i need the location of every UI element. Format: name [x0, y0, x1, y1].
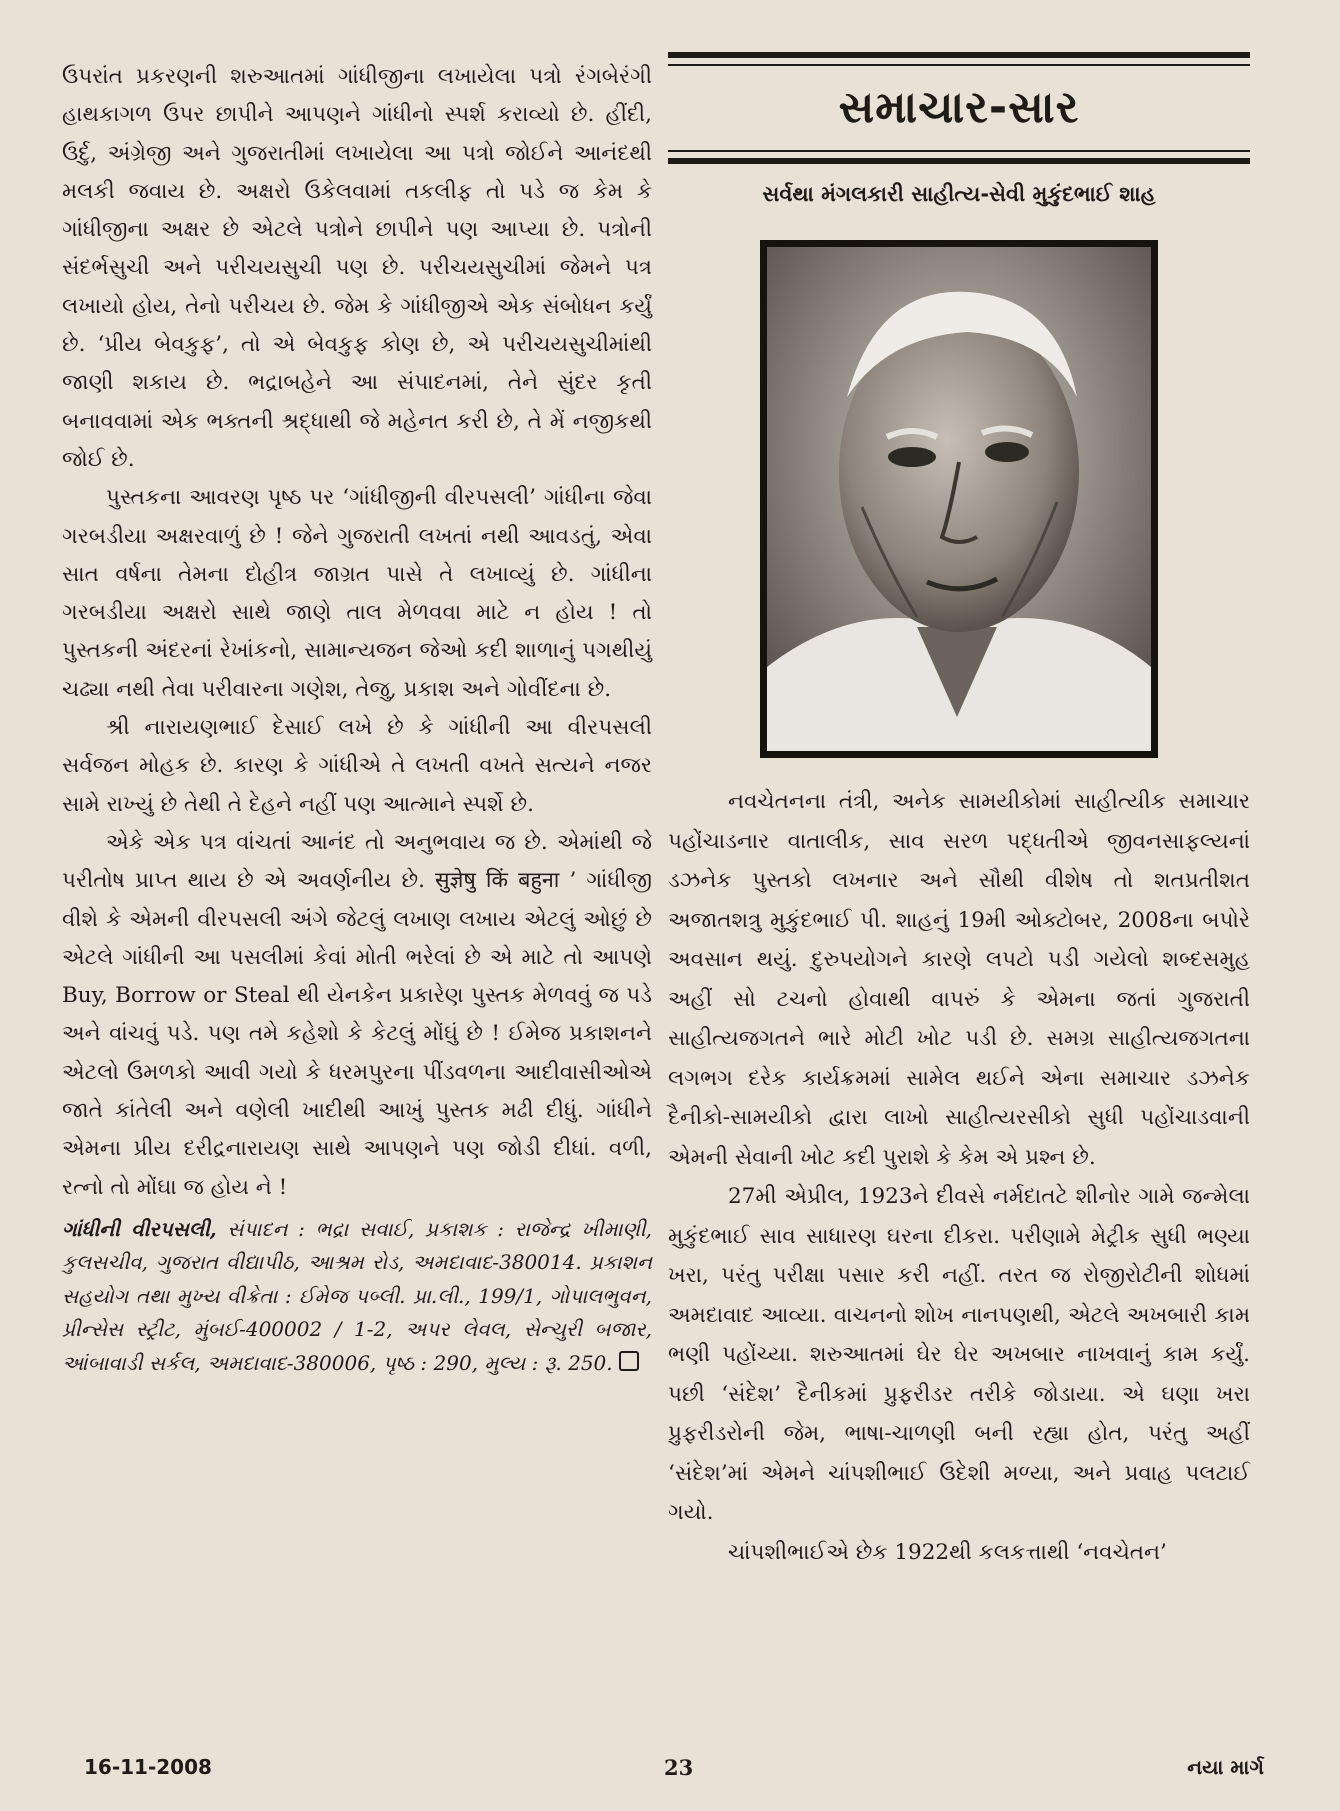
article-subtitle: સર્વથા મંગલકારી સાહીત્ય-સેવી મુકુંદભાઈ શાહ — [762, 182, 1156, 206]
right-column — [668, 52, 1250, 1565]
right-paragraph-3: ચાંપશીભાઈએ છેક 1922થી કલકત્તાથી ‘નવચેતન’ — [728, 1539, 1167, 1565]
title-rule-top-thin — [668, 64, 1250, 66]
left-paragraph-4: એકે એક પત્ર વાંચતાં આનંદ તો અનુભવાય જ છે. એમાંથી જે પરીતોષ પ્રાપ્ત થાય છે એ અવર્ણનીય છે. सुज्ञेषु किं बहुना ’ ગાંધીજી વીશે કે એમની વીરપસલી અંગે જેટલું લખાણ લખાય એટલું ઓછું છે એટલે ગાંધીની આ પસલીમાં કેવાં મોતી ભરેલાં છે એ માટે તો આપણે Buy, Borrow or Steal થી યેનકેન પ્રકારેણ પુસ્તક મેળવવું જ પડે અને વાંચવું પડે. પણ તમે કહેશો કે કેટલું મોંઘું છે ! ઈમેજ પ્રકાશનને એટલો ઉમળકો આવી ગયો કે ધરમપુરના પીંડવળના આદીવાસીઓએ જાતે કાંતેલી અને વણેલી ખાદીથી આખું પુસ્તક મઢી દીધું. ગાંધીને એમના પ્રીય દરીદ્રનારાયણ સાથે આપણને પણ જોડી દીધાં. વળી, રત્નો તો મોંઘા જ હોય ને ! — [62, 829, 652, 1200]
portrait-image — [767, 247, 1151, 751]
left-column — [62, 58, 652, 1380]
left-paragraph-1: ઉપરાંત પ્રકરણની શરુઆતમાં ગાંધીજીના લખાયેલા પત્રો રંગબેરંગી હાથકાગળ ઉપર છાપીને આપણને ગાંધીનો સ્પર્શ કરાવ્યો છે. હીંદી, ઉર્દુ, અંગ્રેજી અને ગુજરાતીમાં લખાયેલા આ પત્રો જોઈને આનંદથી મલકી જવાય છે. અક્ષરો ઉકેલવામાં તકલીફ તો પડે જ કેમ કે ગાંધીજીના અક્ષર છે એટલે પત્રોને છાપીને પણ આપ્યા છે. પત્રોની સંદર્ભસુચી અને પરીચયસુચી પણ છે. પરીચયસુચીમાં જેમને પત્ર લખાયો હોય, તેનો પરીચય છે. જેમ કે ગાંધીજીએ એક સંબોધન કર્યું છે. ‘પ્રીય બેવકુફ’, તો એ બેવકુફ કોણ છે, એ પરીચયસુચીમાંથી જાણી શકાય છે. ભદ્રાબહેને આ સંપાદનમાં, તેને સુંદર કૃતી બનાવવામાં એક ભક્તની શ્રદ્ધાથી જે મહેનત કરી છે, તે મેં નજીકથી જોઈ છે. — [62, 64, 652, 472]
square-outline-icon — [619, 1351, 639, 1371]
left-paragraph-2: પુસ્તકના આવરણ પૃષ્ઠ પર ‘ગાંધીજીની વીરપસલી’ ગાંધીના જેવા ગરબડીયા અક્ષરવાળું છે ! જેને ગુજરાતી લખતાં નથી આવડતું, એવા સાત વર્ષના તેમના દોહીત્ર જાગ્રત પાસે તે લખાવ્યું છે. ગાંધીના ગરબડીયા અક્ષરો સાથે જાણે તાલ મેળવવા માટે ન હોય ! તો પુસ્તકની અંદરનાં રેખાંકનો, સામાન્યજન જેઓ કદી શાળાનું પગથીયું ચઢ્યા નથી તેવા પરીવારના ગણેશ, તેજુ, પ્રકાશ અને ગોવીંદના છે. — [62, 485, 652, 702]
title-rule-bottom-thin — [668, 150, 1250, 152]
article-body — [668, 782, 1250, 1572]
title-rule-bottom — [668, 158, 1250, 164]
right-paragraph-1: નવચેતનના તંત્રી, અનેક સામયીકોમાં સાહીત્યીક સમાચાર પહોંચાડનાર વાતાલીક, સાવ સરળ પદ્ધતીએ જીવનસાફલ્યનાં ડઝનેક પુસ્તકો લખનાર અને સૌથી વીશેષ તો શતપ્રતીશત અજાતશત્રુ મુકુંદભાઈ પી. શાહનું 19મી ઓક્ટોબર, 2008ના બપોરે અવસાન થયું. દુરુપયોગને કારણે લપટો પડી ગયેલો શબ્દસમુહ અહીં સો ટચનો હોવાથી વાપરું કે એમના જતાં ગુજરાતી સાહીત્યજગતને ભારે મોટી ખોટ પડી છે. સમગ્ર સાહીત્યજગતના લગભગ દરેક કાર્યક્રમમાં સામેલ થઈને એના સમાચાર ડઝનેક દૈનીકો-સામયીકો દ્વારા લાખો સાહીત્યરસીકો સુધી પહોંચાડવાની એમની સેવાની ખોટ કદી પુરાશે કે કેમ એ પ્રશ્ન છે. — [668, 789, 1250, 1170]
book-reference — [62, 1213, 652, 1381]
page-number: 23 — [664, 1755, 694, 1780]
right-paragraph-2: 27મી એપ્રીલ, 1923ને દીવસે નર્મદાતટે શીનોર ગામે જન્મેલા મુકુંદભાઈ સાવ સાધારણ ઘરના દીકરા. પરીણામે મેટ્રીક સુધી ભણ્યા ખરા, પરંતુ પરીક્ષા પસાર કરી નહીં. તરત જ રોજીરોટીની શોધમાં અમદાવાદ આવ્યા. વાચનનો શોખ નાનપણથી, એટલે અખબારી કામ ભણી પહોંચ્યા. શરુઆતમાં ઘેર ઘેર અખબાર નાખવાનું કામ કર્યું. પછી ‘સંદેશ’ દૈનીકમાં પ્રુફરીડર તરીકે જોડાયા. એ ઘણા ખરા પ્રુફરીડરોની જેમ, ભાષા-ચાળણી બની રહ્યા હોત, પરંતુ અહીં ‘સંદેશ’માં એમને ચાંપશીભાઈ ઉદેશી મળ્યા, અને પ્રવાહ પલટાઈ ગયો. — [668, 1184, 1250, 1525]
book-reference-details: સંપાદન : ભદ્રા સવાઈ, પ્રકાશક : રાજેન્દ્ર ખીમાણી, કુલસચીવ, ગુજરાત વીદ્યાપીઠ, આશ્રમ રોડ, અમદાવાદ-380014. પ્રકાશન સહયોગ તથા મુખ્ય વીક્રેતા : ઈમેજ પબ્લી. પ્રા.લી., 199/1, ગોપાલભુવન, પ્રીન્સેસ સ્ટ્રીટ, મુંબઈ-400002 / 1-2, અપર લેવલ, સેન્ચુરી બજાર, આંબાવાડી સર્કલ, અમદાવાદ-380006, પૃષ્ઠ : 290, મુલ્ય : રૂ. 250. — [62, 1216, 653, 1375]
section-title: સમાચાર-સાર — [838, 82, 1080, 133]
issue-date: 16-11-2008 — [84, 1755, 212, 1779]
left-paragraph-3: શ્રી નારાયણભાઈ દેસાઈ લખે છે કે ગાંધીની આ વીરપસલી સર્વજન મોહક છે. કારણ કે ગાંધીએ તે લખતી વખતે સત્યને નજર સામે રાખ્યું છે તેથી તે દેહને નહીં પણ આત્માને સ્પર્શે છે. — [62, 715, 652, 817]
magazine-name: નયા માર્ગ — [1187, 1755, 1264, 1779]
portrait-photo — [760, 240, 1158, 758]
title-rule-top — [668, 52, 1250, 58]
book-reference-title: ગાંધીની વીરપસલી, — [62, 1216, 217, 1241]
page-footer — [0, 1755, 1340, 1795]
